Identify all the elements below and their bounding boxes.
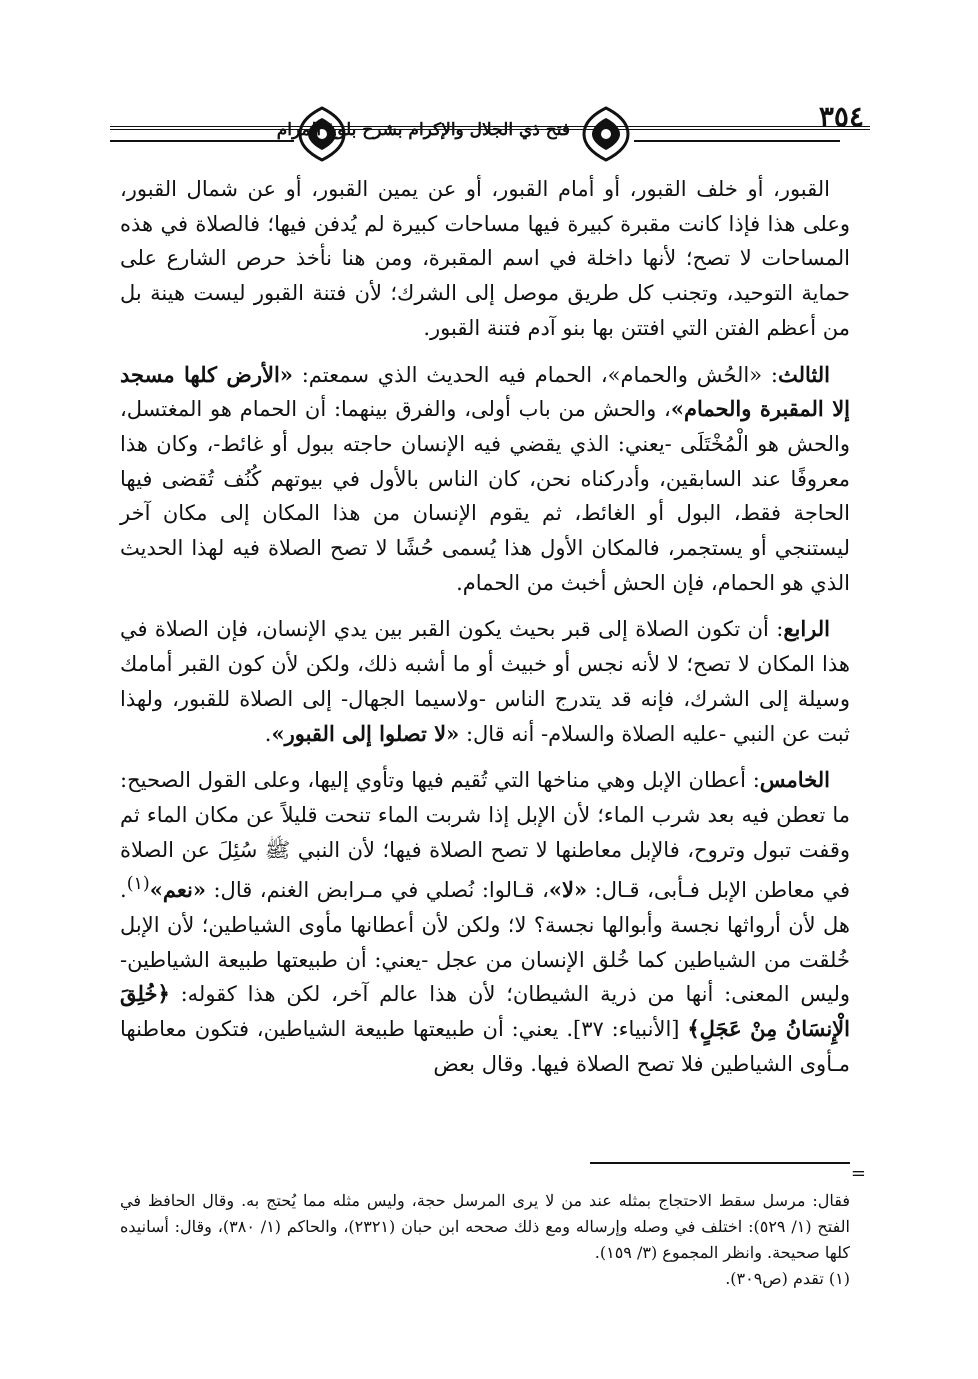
footnote-continued: فقال: مرسل سقط الاحتجاج بمثله عند من لا يرى المرسل حجة، وليس مثله مما يُحتج به. وقال الحافظ في الفتح (١/ ٥٢٩): اختلف في وصله وإرساله ومع ذلك صححه ابن حبان (٢٣٢١)، والحاكم (١/ ٣٨٠)، وقال: أسانيده كلها صحيحة. وانظر المجموع (٣/ ١٥٩). — [120, 1191, 851, 1262]
paragraph-4-text-d: . يعني: أن طبيعتها طبيعة الشياطين، فتكون معاطنها مـأوى الشياطين فلا تصح الصلاة فيها. وقال بعض — [120, 1017, 850, 1076]
hadith-quote-earth-mosque: «الأرض كلها مسجد إلا المقبرة والحمام» — [120, 361, 851, 422]
paragraph-1-text: القبور، أو خلف القبور، أو أمام القبور، أو عن يمين القبور، أو عن شمال القبور، وعلى هذا فإذا كانت مقبرة كبيرة فيها مساحات كبيرة لم يُدفن فيها؛ فالصلاة في هذه المساحات لا تصح؛ لأنها داخلة في اسم المقبرة، ومن هنا نأخذ حرص الشارع على حماية التوحيد، وتجنب كل طريق موصل إلى الشرك؛ لأن فتنة القبور ليست هينة بل من أعظم الفتن التي افتتن بها بنو آدم فتنة القبور. — [120, 177, 850, 340]
hadith-quote-no: «لا» — [548, 877, 588, 903]
footnote-divider — [590, 1162, 850, 1164]
paragraph-3: الرابع: أن تكون الصلاة إلى قبر بحيث يكون القبر بين يدي الإنسان، فإن الصلاة في هذا المكان لا تصح؛ لا لأنه نجس أو خبيث أو ما أشبه ذلك، ولكن لأن كون القبر أمامك وسيلة إلى الشرك، فإنه قد يتدرج الناس -ولاسيما الجهال- إلى الصلاة للقبور، ولهذا ثبت عن النبي -عليه الصلاة والسلام- أنه قال: «لا تصلوا إلى القبور». — [120, 616, 850, 746]
page-number: ٣٥٤ — [818, 100, 864, 133]
section-label-fifth: الخامس — [759, 767, 830, 793]
section-label-fourth: الرابع — [783, 616, 830, 642]
paragraph-2-text-b: ، والحش من باب أولى، والفرق بينهما: أن الحمام هو المغتسل، والحش هو الْمُخْتَلَى -يعني: الذي يقضي فيه الإنسان حاجته ببول أو غائط-، وكان هذا معروفًا عند السابقين، وأدركناه نحن، كان الناس بالأول في بيوتهم كُنُف تُقضى فيها الحاجة فقط، البول أو الغائط، ثم يقوم الإنسان من هذا المكان إلى مكان آخر ليستنجي أو يستجمر، فالمكان الأول هذا يُسمى حُشًا لا تصح الصلاة فيه لهذا الحديث الذي هو الحمام، فإن الحش أخبث من الحمام. — [120, 397, 850, 595]
paragraph-4-text-c: . هل لأن أرواثها نجسة وأبوالها نجسة؟ لا؛ ولكن لأن أعطانها مأوى الشياطين؛ لأن الإبل خُلقت من الشياطين كما خُلق الإنسان من عجل -يعني: أن طبيعتها طبيعة الشياطين- وليس المعنى: أنها من ذرية الشيطان؛ لأن هذا عالم آخر، لكن هذا كقوله: — [120, 878, 850, 1007]
quran-verse: ﴿خُلِقَ الْإِنسَانُ مِنْ عَجَلٍ﴾ — [120, 981, 850, 1042]
header-line-right — [634, 140, 840, 142]
paragraph-4-text-b: ، قـالوا: نُصلي في مـرابض الغنم، قال: — [205, 878, 549, 903]
section-label-third: الثالث — [777, 361, 830, 387]
paragraph-3-text: : أن تكون الصلاة إلى قبر بحيث يكون القبر بين يدي الإنسان، فإن الصلاة في هذا المكان لا تصح؛ لا لأنه نجس أو خبيث أو ما أشبه ذلك، ولكن لأن كون القبر أمامك وسيلة إلى الشرك، فإنه قد يتدرج الناس -ولاسيما الجهال- إلى الصلاة للقبور، ولهذا ثبت عن النبي -عليه الصلاة والسلام- أنه قال: — [120, 617, 850, 746]
footnote-1: (١) تقدم (ص٣٠٩). — [725, 1269, 850, 1288]
book-title: فتح ذي الجلال والإكرام بشرح بلوغ المرام — [276, 120, 570, 140]
page-header — [110, 96, 870, 166]
main-text — [120, 172, 850, 1094]
paragraph-1 — [120, 172, 850, 346]
paragraph-2 — [120, 358, 850, 601]
header-line-left — [110, 140, 294, 142]
continuation-mark: = — [850, 1163, 866, 1184]
hadith-quote-yes: «نعم» — [149, 877, 206, 903]
verse-reference: [الأنبياء: ٣٧] — [573, 1017, 688, 1042]
footnotes — [120, 1188, 850, 1292]
paragraph-4-text-a: : أعطان الإبل وهي مناخها التي تُقيم فيها وتأوي إليها، وعلى القول الصحيح: ما تعطن فيه بعد شرب الماء؛ لأن الإبل إذا شربت الماء تنحت قليلاً عن مكان الماء ثم وقفت تبول وتروح، فالإبل معاطنها لا تصح الصلاة فيها؛ لأن النبي ﷺ سُئِلَ عن الصلاة في معاطن الإبل فـأبى، قـال: — [120, 768, 850, 903]
ornament-right-icon — [578, 104, 634, 164]
paragraph-2-text-a: : «الحُش والحمام»، الحمام فيه الحديث الذي سمعتم: — [292, 362, 778, 387]
hadith-quote-graves: «لا تصلوا إلى القبور» — [271, 720, 460, 746]
footnote-reference[interactable]: (١) — [126, 874, 150, 895]
paragraph-4 — [120, 763, 850, 1081]
